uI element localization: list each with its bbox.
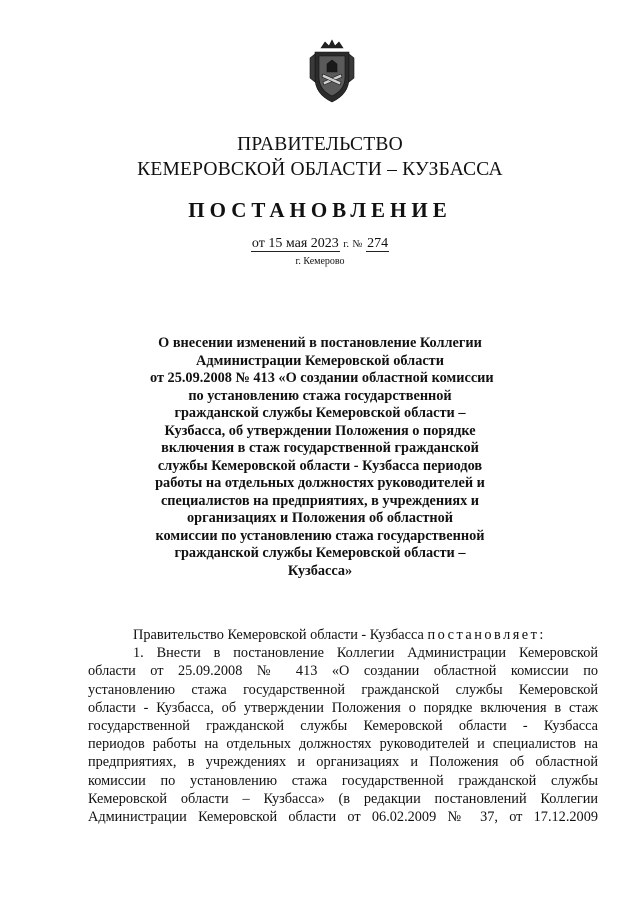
government-title-line-2: КЕМЕРОВСКОЙ ОБЛАСТИ – КУЗБАССА (137, 159, 503, 180)
body-line: Администрации Кемеровской области от 06.02.2009 № 37, от 17.12.2009 (88, 809, 598, 826)
subject-line: организациях и Положения об областной (186, 510, 454, 526)
subject-line: Кузбасса» (287, 562, 353, 579)
date-number-line (0, 236, 640, 252)
subject-line: от 25.09.2008 № 413 «О создании областной комиссии (150, 370, 494, 386)
number-sign: № (352, 239, 363, 250)
subject-line: работы на отдельных должностях руководителей и (155, 475, 485, 491)
preamble-verb: постановляет: (427, 627, 546, 643)
subject-line: по установлению стажа государственной (188, 387, 452, 404)
coat-of-arms-emblem (307, 38, 357, 104)
subject-line: специалистов на предприятиях, в учреждениях и (160, 492, 480, 509)
body-line: предприятиях, в учреждениях и организациях и Положения об областной (88, 754, 598, 771)
subject-line: включения в стаж государственной гражданской (161, 440, 479, 456)
subject-line: комиссии по установлению стажа государственной (155, 527, 485, 544)
body-line: комиссии по установлению стажа государственной гражданской службы (88, 772, 598, 789)
body-line: области от 25.09.2008 № 413 «О создании областной комиссии по (88, 663, 598, 680)
date-field: от 15 мая 2023 (251, 236, 339, 251)
document-type-title: ПОСТАНОВЛЕНИЕ (188, 198, 452, 222)
preamble-text: Правительство Кемеровской области - Кузбасса (133, 627, 424, 643)
subject-line: гражданской службы Кемеровской области – (174, 405, 466, 421)
body-line: государственной гражданской службы Кемеровской области - Кузбасса (88, 718, 598, 735)
body-line: периодов работы на отдельных должностях руководителей и специалистов на (88, 736, 598, 753)
document-subject (150, 335, 494, 580)
document-number: 274 (367, 236, 389, 251)
subject-line: Администрации Кемеровской области (196, 352, 444, 369)
body-line: области - Кузбасса, об утверждении Положения о порядке включения в стаж (88, 699, 598, 716)
body-line: установлению стажа государственной гражданской службы Кемеровской (88, 681, 598, 698)
year-suffix: г. (343, 239, 350, 250)
subject-line: гражданской службы Кемеровской области – (174, 545, 466, 561)
government-title-line-1: ПРАВИТЕЛЬСТВО (237, 134, 403, 155)
body-line: Кемеровской области – Кузбасса» (в редакции постановлений Коллегии (88, 790, 598, 807)
resolution-body (88, 626, 598, 826)
preamble-line (88, 626, 598, 644)
subject-line: Кузбасса, об утверждении Положения о порядке (164, 422, 476, 439)
body-line: 1. Внести в постановление Коллегии Администрации Кемеровской (133, 645, 598, 662)
subject-line: О внесении изменений в постановление Коллегии (158, 335, 482, 351)
subject-line: службы Кемеровской области - Кузбасса периодов (157, 457, 483, 474)
city-label: г. Кемерово (295, 256, 345, 267)
